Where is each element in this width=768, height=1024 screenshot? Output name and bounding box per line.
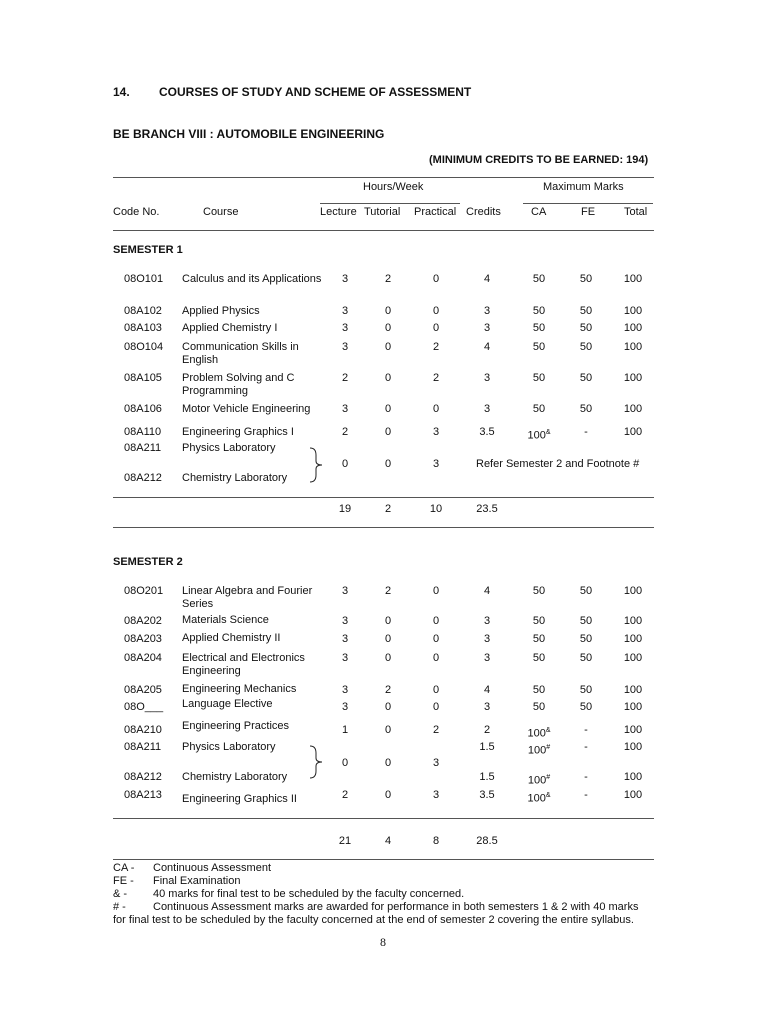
fe-marks: -: [584, 724, 588, 736]
section-title: COURSES OF STUDY AND SCHEME OF ASSESSMENT: [159, 85, 472, 99]
course-name: Materials Science: [182, 614, 269, 626]
footnote-text: Continuous Assessment marks are awarded for performance in both semesters 1 & 2 with 40 marks: [153, 901, 639, 913]
total-marks: 100: [623, 322, 643, 334]
max-marks-header: Maximum Marks: [543, 181, 624, 193]
course-name: Engineering Graphics I: [182, 426, 294, 438]
tutorial-hours: 0: [384, 322, 392, 334]
ca-value: 100: [527, 727, 546, 740]
tutorial-hours: 0: [384, 426, 392, 438]
ca-marks: [524, 741, 554, 758]
semester-2-title: SEMESTER 2: [113, 556, 183, 568]
course-name: Linear Algebra and Fourier Series: [182, 585, 313, 610]
fe-marks: 50: [579, 615, 593, 627]
footnote-key: CA -: [113, 862, 135, 874]
practical-hours: 0: [432, 273, 440, 285]
credits: 3: [483, 615, 491, 627]
course-code: 08A204: [124, 652, 162, 664]
tutorial-hours: 2: [384, 585, 392, 597]
course-code: 08O201: [124, 585, 164, 597]
footnote-key: & -: [113, 888, 128, 900]
ca-marks: [524, 426, 554, 443]
tutorial-hours: 2: [384, 273, 392, 285]
lecture-hours: 1: [341, 724, 349, 736]
marks-underline: [523, 203, 653, 204]
ca-marks: 50: [532, 403, 546, 415]
sem1-total-lecture: 19: [338, 503, 352, 515]
course-code: 08A202: [124, 615, 162, 627]
credits: 3: [483, 403, 491, 415]
col-practical: Practical: [414, 206, 457, 218]
col-code: Code No.: [113, 206, 160, 218]
ca-value: 100: [527, 429, 546, 442]
course-name: Problem Solving and C Programming: [182, 372, 295, 397]
hours-underline: [320, 203, 460, 204]
lab-course: Physics Laboratory: [182, 442, 276, 454]
fe-marks: 50: [579, 341, 593, 353]
credits: 1.5: [479, 771, 495, 783]
course-code: 08A211: [124, 741, 162, 753]
fe-marks: 50: [579, 322, 593, 334]
course-name: Electrical and Electronics Engineering: [182, 652, 305, 677]
credits: 3: [483, 372, 491, 384]
lecture-hours: 3: [341, 585, 349, 597]
section-number: 14.: [113, 85, 130, 99]
col-total: Total: [624, 206, 648, 218]
course-code: 08A212: [124, 771, 162, 783]
course-code: 08O___: [124, 701, 164, 713]
total-marks: 100: [623, 615, 643, 627]
tutorial-hours: 0: [384, 633, 392, 645]
tutorial-hours: 0: [384, 615, 392, 627]
course-name: Engineering Graphics II: [182, 793, 297, 805]
col-lecture: Lecture: [320, 206, 357, 218]
divider: [113, 497, 654, 498]
course-code: 08A210: [124, 724, 162, 736]
fe-marks: 50: [579, 305, 593, 317]
practical-hours: 2: [432, 372, 440, 384]
ca-marks: 50: [532, 701, 546, 713]
credits: 3.5: [479, 426, 495, 438]
tutorial-hours: 0: [384, 724, 392, 736]
col-credits: Credits: [466, 206, 501, 218]
total-marks: 100: [623, 741, 643, 753]
divider: [113, 818, 654, 819]
footnote-continuation: for final test to be scheduled by the faculty concerned at the end of semester 2 covering the entire syllabus.: [113, 914, 634, 926]
lecture-hours: 3: [341, 305, 349, 317]
fe-marks: 50: [579, 652, 593, 664]
fe-marks: -: [584, 426, 588, 438]
fe-marks: 50: [579, 701, 593, 713]
lab-lecture: 0: [341, 458, 349, 470]
total-marks: 100: [623, 305, 643, 317]
fe-marks: 50: [579, 372, 593, 384]
tutorial-hours: 0: [384, 341, 392, 353]
credits: 3: [483, 633, 491, 645]
ca-marks: 50: [532, 305, 546, 317]
ca-marks: 50: [532, 372, 546, 384]
total-marks: 100: [623, 585, 643, 597]
lecture-hours: 3: [341, 652, 349, 664]
ca-marks: 50: [532, 322, 546, 334]
course-name: Physics Laboratory: [182, 741, 276, 753]
ca-marks: 50: [532, 273, 546, 285]
practical-hours: 0: [432, 305, 440, 317]
credits: 4: [483, 273, 491, 285]
lecture-hours: 3: [341, 341, 349, 353]
tutorial-hours: 0: [384, 372, 392, 384]
brace-icon: [308, 447, 326, 483]
credits: 3: [483, 322, 491, 334]
footnote-key: FE -: [113, 875, 134, 887]
course-name: Applied Chemistry II: [182, 632, 281, 644]
credits: 1.5: [479, 741, 495, 753]
credits: 3: [483, 701, 491, 713]
total-marks: 100: [623, 273, 643, 285]
lecture-hours: 2: [341, 372, 349, 384]
practical-hours: 2: [432, 341, 440, 353]
fe-marks: 50: [579, 273, 593, 285]
fe-marks: 50: [579, 684, 593, 696]
course-name: Calculus and its Applications: [182, 273, 322, 285]
lecture-hours: 3: [341, 684, 349, 696]
ca-marks: [524, 771, 554, 788]
course-name: Language Elective: [182, 698, 273, 710]
semester-1-title: SEMESTER 1: [113, 244, 183, 256]
divider: [113, 859, 654, 860]
footnote-key: # -: [113, 901, 126, 913]
total-marks: 100: [623, 701, 643, 713]
col-fe: FE: [581, 206, 596, 218]
course-code: 08A105: [124, 372, 162, 384]
tutorial-hours: 2: [384, 684, 392, 696]
practical-hours: 0: [432, 322, 440, 334]
footnote-marker: #: [546, 774, 551, 781]
col-course: Course: [203, 206, 239, 218]
brace-icon: [308, 745, 326, 779]
tutorial-hours: 0: [384, 789, 392, 801]
practical-hours: 0: [432, 403, 440, 415]
course-name: Communication Skills in English: [182, 341, 299, 366]
practical-hours: 2: [432, 724, 440, 736]
course-name: Applied Physics: [182, 305, 260, 317]
sem2-total-lecture: 21: [338, 835, 352, 847]
credits: 4: [483, 585, 491, 597]
lecture-hours: 3: [341, 633, 349, 645]
practical-hours: 0: [432, 652, 440, 664]
sem1-total-credits: 23.5: [476, 503, 498, 515]
total-marks: 100: [623, 771, 643, 783]
footnote-marker: &: [545, 792, 551, 799]
total-marks: 100: [623, 372, 643, 384]
total-marks: 100: [623, 426, 643, 438]
lecture-hours: 2: [341, 426, 349, 438]
course-code: 08A110: [124, 426, 162, 438]
sem1-total-practical: 10: [429, 503, 443, 515]
ca-marks: [524, 789, 554, 806]
sem1-total-tutorial: 2: [384, 503, 392, 515]
lab-practical: 3: [432, 757, 440, 769]
practical-hours: 0: [432, 684, 440, 696]
practical-hours: 0: [432, 615, 440, 627]
course-name: Chemistry Laboratory: [182, 771, 288, 783]
total-marks: 100: [623, 652, 643, 664]
lecture-hours: 3: [341, 273, 349, 285]
lab-lecture: 0: [341, 757, 349, 769]
practical-hours: 3: [432, 789, 440, 801]
tutorial-hours: 0: [384, 403, 392, 415]
footnote-text: 40 marks for final test to be scheduled by the faculty concerned.: [153, 888, 465, 900]
tutorial-hours: 0: [384, 701, 392, 713]
credits: 3: [483, 652, 491, 664]
fe-marks: 50: [579, 403, 593, 415]
credits: 2: [483, 724, 491, 736]
col-tutorial: Tutorial: [364, 206, 401, 218]
col-ca: CA: [531, 206, 547, 218]
ca-marks: 50: [532, 585, 546, 597]
lab-practical: 3: [432, 458, 440, 470]
tutorial-hours: 0: [384, 305, 392, 317]
total-marks: 100: [623, 789, 643, 801]
lab-tutorial: 0: [384, 458, 392, 470]
course-name: Motor Vehicle Engineering: [182, 403, 311, 415]
divider: [113, 527, 654, 528]
course-code: 08A106: [124, 403, 162, 415]
min-credits: (MINIMUM CREDITS TO BE EARNED: 194): [429, 154, 649, 166]
course-name: Engineering Practices: [182, 720, 290, 732]
practical-hours: 0: [432, 585, 440, 597]
total-marks: 100: [623, 633, 643, 645]
sem2-total-tutorial: 4: [384, 835, 392, 847]
total-marks: 100: [623, 341, 643, 353]
hours-week-header: Hours/Week: [363, 181, 424, 193]
credits: 4: [483, 341, 491, 353]
ca-marks: 50: [532, 615, 546, 627]
course-code: 08A213: [124, 789, 162, 801]
ca-marks: 50: [532, 341, 546, 353]
course-code: 08A205: [124, 684, 162, 696]
lab-course: Chemistry Laboratory: [182, 472, 288, 484]
branch-title: BE BRANCH VIII : AUTOMOBILE ENGINEERING: [113, 127, 385, 141]
footnote-marker: #: [546, 744, 551, 751]
total-marks: 100: [623, 684, 643, 696]
ca-marks: [524, 724, 554, 741]
sem2-total-credits: 28.5: [476, 835, 498, 847]
lab-code: 08A211: [124, 442, 162, 454]
ca-value: 100: [527, 792, 546, 805]
footnote-marker: &: [545, 727, 551, 734]
ca-value: 100: [527, 774, 547, 787]
credits: 3.5: [479, 789, 495, 801]
footnote-marker: &: [545, 429, 551, 436]
lab-code: 08A212: [124, 472, 162, 484]
page-number: 8: [380, 935, 386, 949]
sem2-total-practical: 8: [432, 835, 440, 847]
course-code: 08O101: [124, 273, 164, 285]
total-marks: 100: [623, 403, 643, 415]
footnote-text: Continuous Assessment: [153, 862, 272, 874]
fe-marks: -: [584, 789, 588, 801]
course-code: 08O104: [124, 341, 164, 353]
course-code: 08A203: [124, 633, 162, 645]
lab-tutorial: 0: [384, 757, 392, 769]
practical-hours: 0: [432, 701, 440, 713]
fe-marks: -: [584, 771, 588, 783]
lab-note: Refer Semester 2 and Footnote #: [476, 458, 640, 470]
footnote-text: Final Examination: [153, 875, 241, 887]
lecture-hours: 3: [341, 322, 349, 334]
tutorial-hours: 0: [384, 652, 392, 664]
ca-value: 100: [527, 744, 547, 757]
practical-hours: 3: [432, 426, 440, 438]
ca-marks: 50: [532, 652, 546, 664]
practical-hours: 0: [432, 633, 440, 645]
fe-marks: 50: [579, 585, 593, 597]
fe-marks: -: [584, 741, 588, 753]
divider: [113, 230, 654, 231]
lecture-hours: 3: [341, 701, 349, 713]
course-code: 08A102: [124, 305, 162, 317]
fe-marks: 50: [579, 633, 593, 645]
course-name: Engineering Mechanics: [182, 683, 297, 695]
credits: 4: [483, 684, 491, 696]
course-name: Applied Chemistry I: [182, 322, 278, 334]
lecture-hours: 3: [341, 403, 349, 415]
credits: 3: [483, 305, 491, 317]
course-code: 08A103: [124, 322, 162, 334]
ca-marks: 50: [532, 633, 546, 645]
total-marks: 100: [623, 724, 643, 736]
lecture-hours: 3: [341, 615, 349, 627]
lecture-hours: 2: [341, 789, 349, 801]
divider: [113, 177, 654, 178]
ca-marks: 50: [532, 684, 546, 696]
